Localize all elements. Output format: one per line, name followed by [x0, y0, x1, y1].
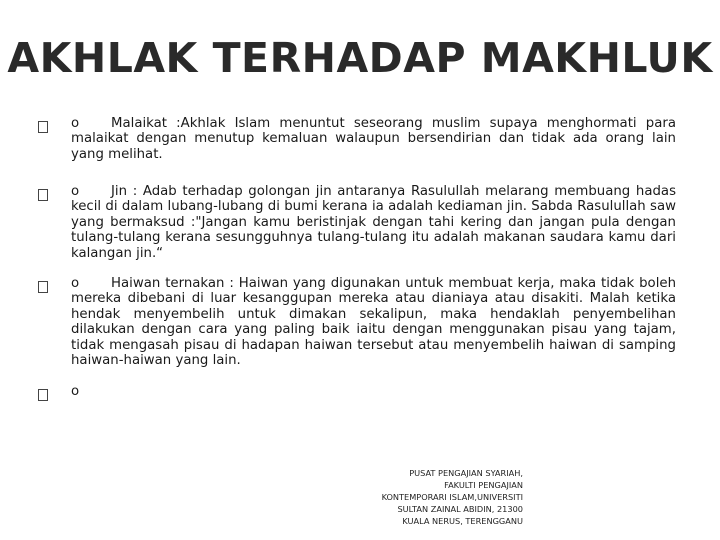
bullet-text	[71, 276, 676, 368]
footer-line: SULTAN ZAINAL ABIDIN, 21300	[397, 504, 523, 515]
footer-line: PUSAT PENGAJIAN SYARIAH,	[409, 468, 523, 478]
bullet-marker: o	[71, 184, 80, 199]
checkbox-bullet-icon	[38, 121, 48, 133]
bullet-item-haiwan	[38, 276, 676, 368]
bullet-marker: o	[71, 276, 80, 291]
footer-line: KUALA NERUS, TERENGGANU	[402, 516, 523, 527]
bullet-body: Haiwan ternakan : Haiwan yang digunakan untuk membuat kerja, maka tidak boleh mereka dibebani di luar kesanggupan mereka atau dianiaya atau disakiti. Malah ketika hendak menyembelih untuk dimakan sekalipun, maka hendaklah penyembelihan dilakukan dengan cara yang paling baik iaitu dengan menggunakan pisau yang tajam, tidak mengasah pisau di hadapan haiwan tersebut atau menyembelih haiwan di samping haiwan-haiwan yang lain.	[71, 276, 676, 369]
footer-line: FAKULTI PENGAJIAN	[444, 480, 523, 491]
checkbox-bullet-icon	[38, 389, 48, 401]
bullet-marker: o	[71, 116, 80, 131]
bullet-text	[71, 116, 676, 162]
footer-address	[323, 467, 523, 527]
bullet-body: Malaikat :Akhlak Islam menuntut seseorang muslim supaya menghormati para malaikat dengan menutup kemaluan walaupun bersendirian dan tidak ada orang lain yang melihat.	[71, 116, 676, 162]
bullet-text	[71, 384, 676, 399]
bullet-text	[71, 184, 676, 261]
bullet-body: Jin : Adab terhadap golongan jin antaranya Rasulullah melarang membuang hadas kecil di dalam lubang-lubang di bumi kerana ia adalah kediaman jin. Sabda Rasulullah saw yang bermaksud :"Jangan kamu beristinjak dengan tahi kering dan jangan pula dengan tulang-tulang kerana sesungguhnya tulang-tulang itu adalah makanan saudara kamu dari kalangan jin.“	[71, 184, 676, 261]
checkbox-bullet-icon	[38, 189, 48, 201]
bullet-item-malaikat	[38, 116, 676, 162]
bullet-marker: o	[71, 384, 80, 399]
bullet-item-empty	[38, 384, 676, 399]
checkbox-bullet-icon	[38, 281, 48, 293]
bullet-item-jin	[38, 184, 676, 261]
footer-line: KONTEMPORARI ISLAM,UNIVERSITI	[381, 492, 523, 503]
slide-title: AKHLAK TERHADAP MAKHLUK	[7, 34, 713, 82]
